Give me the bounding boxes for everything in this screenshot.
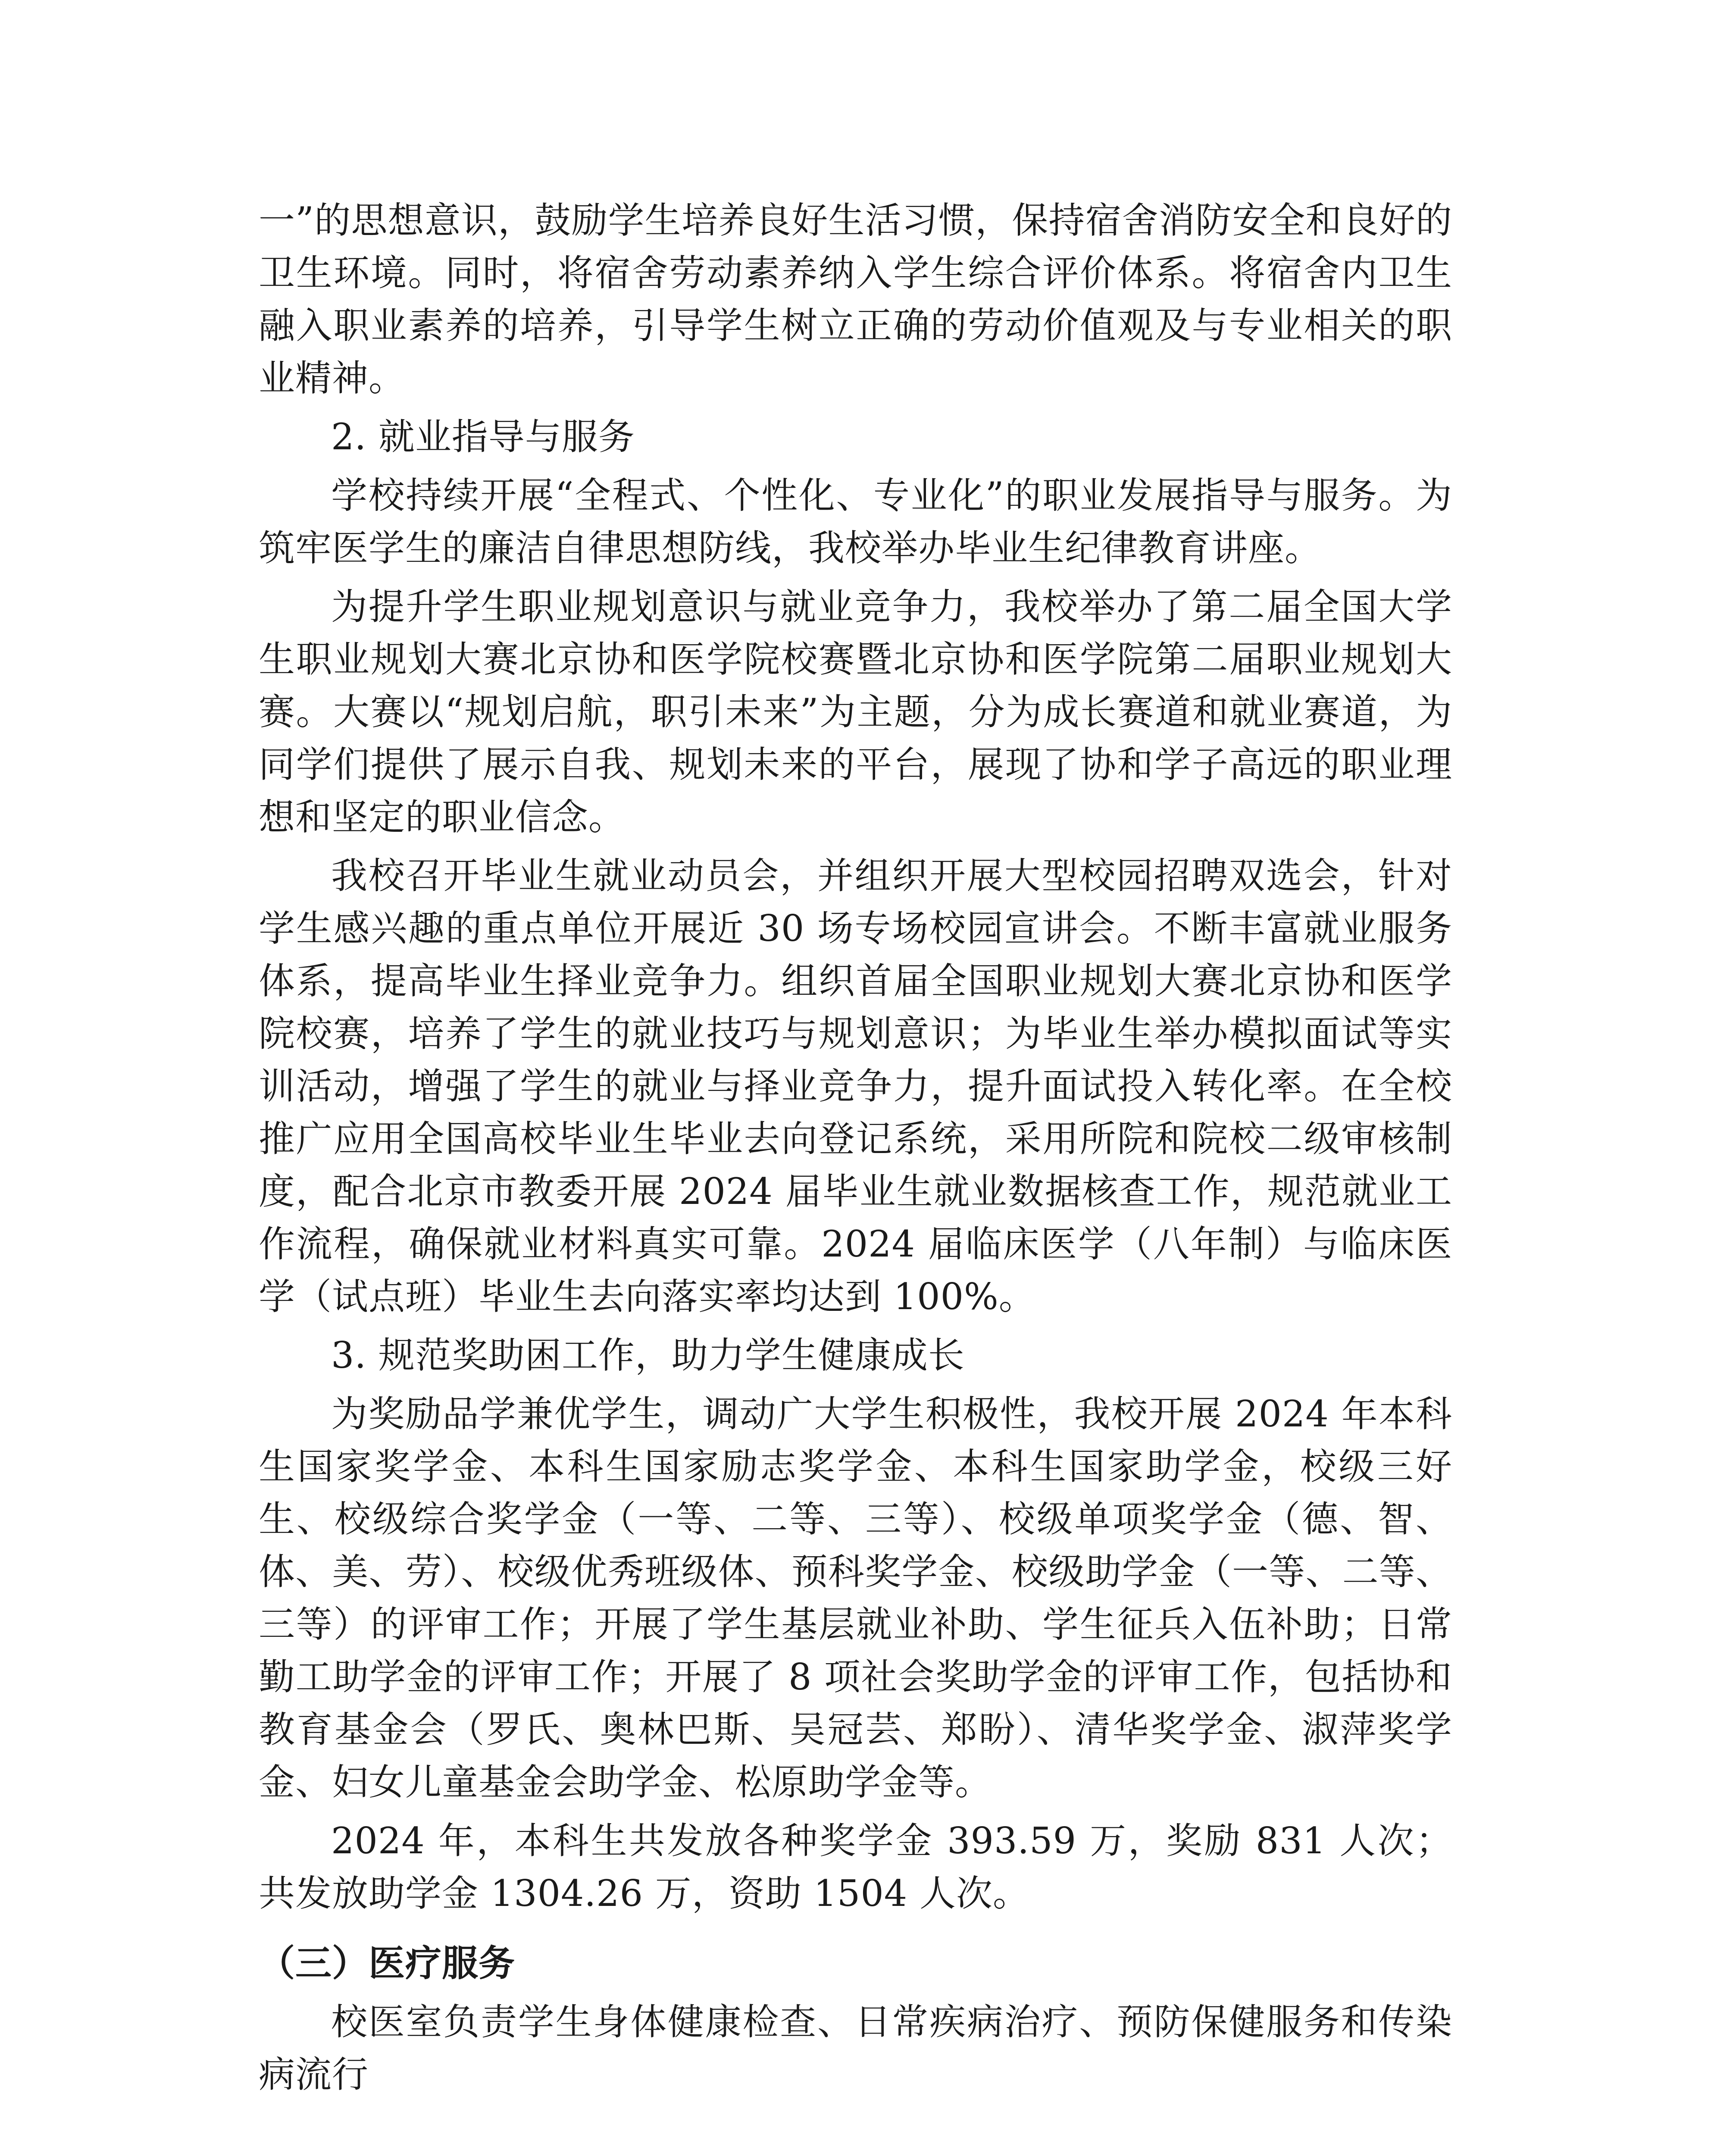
paragraph-dormitory-hygiene: 一”的思想意识，鼓励学生培养良好生活习惯，保持宿舍消防安全和良好的卫生环境。同时，将宿舍劳动素养纳入学生综合评价体系。将宿舍内卫生融入职业素养的培养，引导学生树立正确的劳动价值观及与专业相关的职业精神。 [259,199,1452,399]
subheading-scholarship-aid: 3. 规范奖助困工作，助力学生健康成长 [331,1334,965,1376]
paragraph-employment-mobilization: 我校召开毕业生就业动员会，并组织开展大型校园招聘双选会，针对学生感兴趣的重点单位开展近 30 场专场校园宣讲会。不断丰富就业服务体系，提高毕业生择业竞争力。组织首届全国职业规划大赛北京协和医学院校赛，培养了学生的就业技巧与规划意识；为毕业生举办模拟面试等实训活动，增强了学生的就业与择业竞争力，提升面试投入转化率。在全校推广应用全国高校毕业生毕业去向登记系统，采用所院和院校二级审核制度，配合北京市教委开展 2024 届毕业生就业数据核查工作，规范就业工作流程，确保就业材料真实可靠。2024 届临床医学（八年制）与临床医学（试点班）毕业生去向落实率均达到 100%。 [259,855,1452,1318]
paragraph-scholarship-totals: 2024 年，本科生共发放各种奖学金 393.59 万，奖励 831 人次；共发放助学金 1304.26 万，资助 1504 人次。 [259,1820,1452,1915]
section-heading-medical-services: （三）医疗服务 [259,1942,516,1984]
document-body [259,194,1452,2107]
paragraph-career-planning-contest: 为提升学生职业规划意识与就业竞争力，我校举办了第二届全国大学生职业规划大赛北京协和医学院校赛暨北京协和医学院第二届职业规划大赛。大赛以“规划启航，职引未来”为主题，分为成长赛道和就业赛道，为同学们提供了展示自我、规划未来的平台，展现了协和学子高远的职业理想和坚定的职业信念。 [259,586,1452,838]
paragraph-career-services: 学校持续开展“全程式、个性化、专业化”的职业发展指导与服务。为筑牢医学生的廉洁自律思想防线，我校举办毕业生纪律教育讲座。 [259,474,1452,569]
paragraph-scholarship-review: 为奖励品学兼优学生，调动广大学生积极性，我校开展 2024 年本科生国家奖学金、本科生国家励志奖学金、本科生国家助学金，校级三好生、校级综合奖学金（一等、二等、三等）、校级单项奖学金（德、智、体、美、劳）、校级优秀班级体、预科奖学金、校级助学金（一等、二等、三等）的评审工作；开展了学生基层就业补助、学生征兵入伍补助；日常勤工助学金的评审工作；开展了 8 项社会奖助学金的评审工作，包括协和教育基金会（罗氏、奥林巴斯、吴冠芸、郑盼）、清华奖学金、淑萍奖学金、妇女儿童基金会助学金、松原助学金等。 [259,1393,1452,1803]
paragraph-clinic-duties: 校医室负责学生身体健康检查、日常疾病治疗、预防保健服务和传染病流行 [259,2001,1452,2096]
subheading-employment-guidance: 2. 就业指导与服务 [331,416,635,458]
